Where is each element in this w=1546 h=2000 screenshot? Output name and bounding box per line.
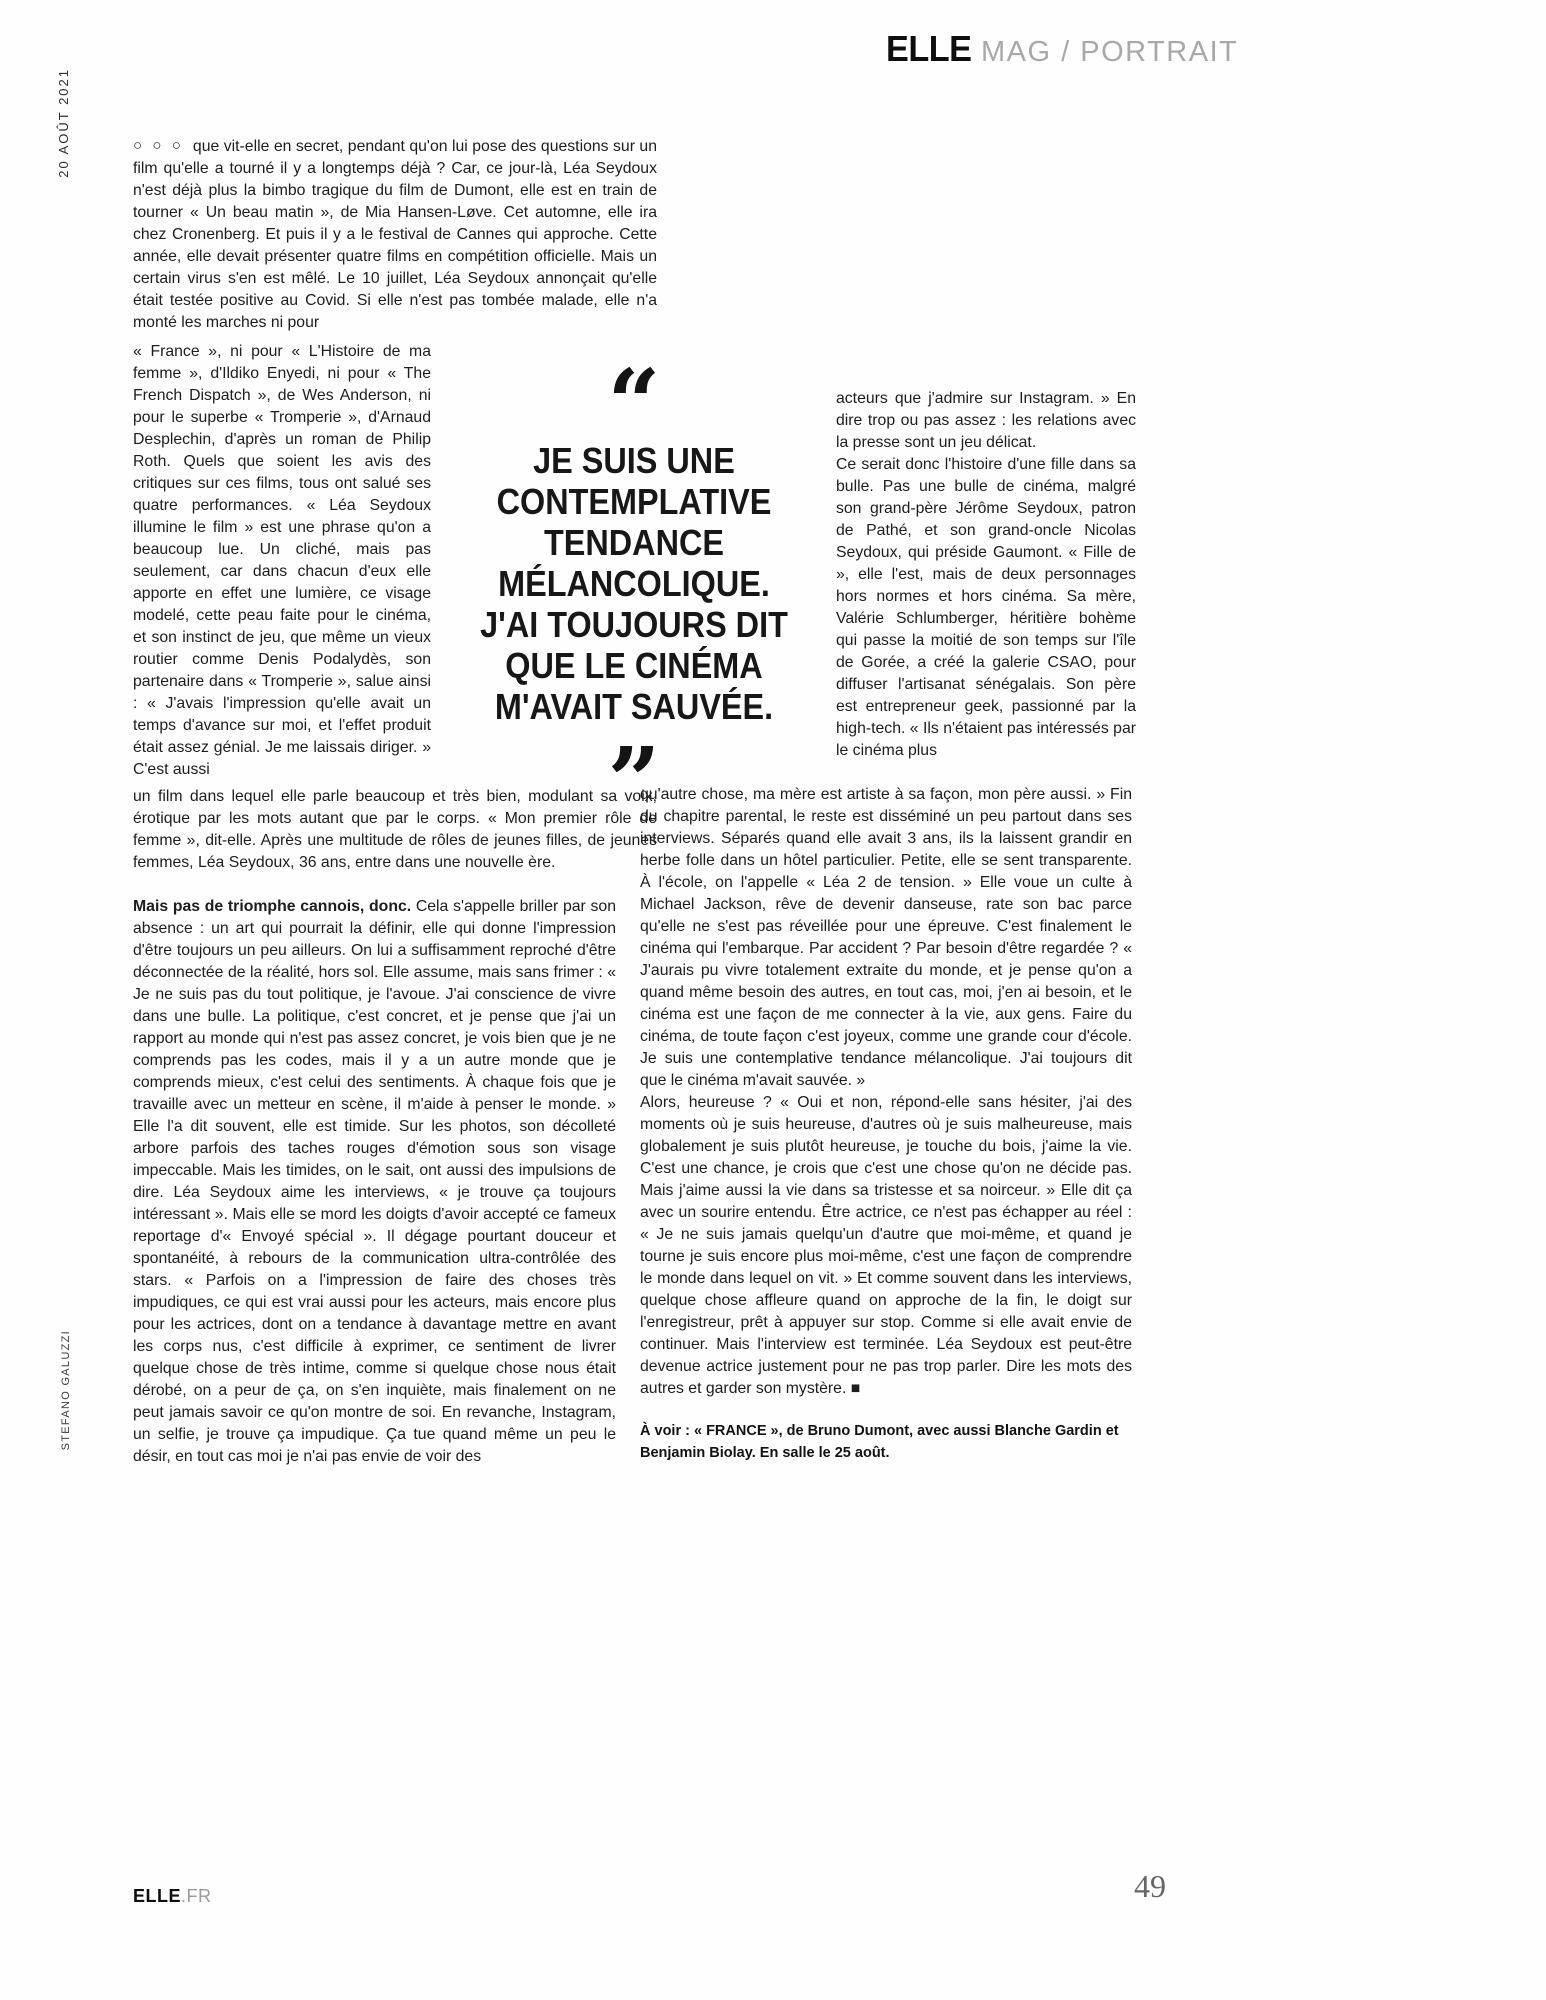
- elle-logo: ELLE: [886, 28, 972, 69]
- second-section-text: Cela s'appelle briller par son absence : un art qui pourrait la définir, elle qui donne l'impression d'être toujours un peu ailleurs. On lui a suffisamment reproché d'être déconnectée de la réalité, hors sol. Elle assume, mais sans frimer : « Je ne suis pas du tout politique, je l'avoue. J'ai conscience de vivre dans une bulle. La politique, c'est concret, et je pense que j'ai un rapport au monde qui n'est pas assez concret, je vois bien que je ne comprends pas les codes, mais il y a un autre monde que je comprends mieux, c'est celui des sentiments. À chaque fois que je travaille avec un metteur en scène, il m'aide à penser le monde. » Elle l'a dit souvent, elle est timide. Sur les photos, son décolleté arbore parfois des taches rouges d'émotion sous son visage impeccable. Mais les timides, on le sait, ont aussi des impulsions de dire. Léa Seydoux aime les interviews, « je trouve ça toujours intéressant ». Mais elle se mord les doigts d'avoir accepté ce fameux reportage d'« Envoyé spécial ». Il dégage pourtant douceur et spontanéité, à rebours de la communication ultra-contrôlée des stars. « Parfois on a l'impression de faire des choses très impudiques, ce qui est vrai aussi pour les acteurs, mais encore plus pour les actrices, dont on a tendance à davantage mettre en avant les corps nus, c'est difficile à exprimer, ce sentiment de livrer quelque chose de très intime, comme si quelque chose nous était dérobé, on a peur de ça, on s'en inquiète, mais finalement on ne peut jamais savoir ce qu'on montre de soi. En revanche, Instagram, un selfie, je trouve ça impudique. Ça tue quand même un peu le désir, en tout cas moi je n'ai pas envie de voir des: [133, 898, 616, 1465]
- pull-quote-line: M'AVAIT SAUVÉE.: [494, 686, 774, 727]
- right-wide-column: [640, 784, 1132, 1464]
- close-quote-icon: ”: [607, 731, 661, 795]
- left-column-paragraph: « France », ni pour « L'Histoire de ma femme », d'Ildiko Enyedi, ni pour « The French Dispatch », de Wes Anderson, ni pour le superbe « Tromperie », d'Arnaud Desplechin, d'après un roman de Philip Roth. Quels que soient les avis des critiques sur ces films, tous ont salué ses quatre performances. « Léa Seydoux illumine le film » est une phrase qu'on a beaucoup lue. Un cliché, mais pas seulement, car dans chacun d'eux elle apporte en effet une lumière, ce visage modelé, cette peau faite pour le cinéma, et son instinct de jeu, que même un vieux routier comme Denis Podalydès, son partenaire dans « Tromperie », salue ainsi : « J'avais l'impression qu'elle avait un temps d'avance sur moi, et l'effet produit était assez génial. Je me laissais diriger. » C'est aussi: [133, 343, 431, 778]
- pull-quote-line: MÉLANCOLIQUE.: [498, 563, 770, 604]
- right-wide-paragraph: qu'autre chose, ma mère est artiste à sa façon, mon père aussi. » Fin du chapitre parental, le reste est disséminé un peu partout dans ses interviews. Séparés quand elle avait 3 ans, ils la laissent grandir en herbe folle dans un hôtel particulier. Petite, elle se sent transparente. À l'école, on l'appelle « Léa 2 de tension. » Elle voue un culte à Michael Jackson, rêve de devenir danseuse, rate son bac parce qu'elle ne s'est pas réveillée pour une épreuve. C'est finalement le cinéma qui l'embarque. Par accident ? Par besoin d'être regardée ? « J'aurais pu vivre totalement extraite du monde, et je pense qu'on a quand même besoin des autres, en tout cas, moi, j'en ai besoin, et le cinéma est une façon de me connecter à la vie, aux gens. Faire du cinéma, de toute façon c'est joyeux, comme une grande cour d'école. Je suis une contemplative tendance mélancolique. J'ai toujours dit que le cinéma m'avait sauvée. »: [640, 786, 1132, 1089]
- page-header: [886, 28, 1238, 70]
- pull-quote: [448, 349, 820, 795]
- photo-credit: STEFANO GALUZZI: [60, 1330, 72, 1451]
- intro-text: que vit-elle en secret, pendant qu'on lui pose des questions sur un film qu'elle a tourné il y a longtemps déjà ? Car, ce jour-là, Léa Seydoux n'est déjà plus la bimbo tragique du film de Dumont, elle est en train de tourner « Un beau matin », de Mia Hansen-Løve. Cet automne, elle ira chez Cronenberg. Et puis il y a le festival de Cannes qui approche. Cette année, elle devait présenter quatre films en compétition officielle. Mais un certain virus s'en est mêlé. Le 10 juillet, Léa Seydoux annonçait qu'elle était testée positive au Covid. Si elle n'est pas tombée malade, elle n'a monté les marches ni pour: [133, 138, 657, 331]
- see-also-note: À voir : « FRANCE », de Bruno Dumont, avec aussi Blanche Gardin et Benjamin Biolay. En salle le 25 août.: [640, 1423, 1119, 1461]
- section-label: MAG / PORTRAIT: [981, 36, 1239, 68]
- continuation-marker: ○ ○ ○: [133, 137, 184, 154]
- right-column-paragraph: acteurs que j'admire sur Instagram. » En dire trop ou pas assez : les relations avec la presse sont un jeu délicat.: [836, 390, 1136, 451]
- left-wide-paragraph: un film dans lequel elle parle beaucoup et très bien, modulant sa voix, érotique par les mots autant que par le corps. « Mon premier rôle de femme », dit-elle. Après une multitude de rôles de jeunes filles, de jeunes femmes, Léa Seydoux, 36 ans, entre dans une nouvelle ère.: [133, 788, 657, 871]
- second-section-paragraph: [133, 896, 616, 1468]
- pull-quote-line: J'AI TOUJOURS DIT: [480, 604, 788, 645]
- intro-paragraph: [133, 136, 657, 334]
- left-text-flow: [133, 136, 657, 1468]
- pull-quote-line: TENDANCE: [543, 522, 724, 563]
- right-column: [836, 388, 1136, 762]
- pull-quote-line: JE SUIS UNE: [533, 440, 735, 481]
- footer-brand-suffix: .FR: [181, 1886, 212, 1906]
- page-number: 49: [1134, 1868, 1166, 1904]
- pull-quote-line: CONTEMPLATIVE: [496, 481, 772, 522]
- open-quote-icon: “: [607, 349, 661, 457]
- issue-date: 20 AOÛT 2021: [56, 68, 71, 178]
- footer-site: [133, 1886, 212, 1907]
- right-column-paragraph: Ce serait donc l'histoire d'une fille dans sa bulle. Pas une bulle de cinéma, malgré son grand-père Jérôme Seydoux, patron de Pathé, et son grand-oncle Nicolas Seydoux, qui préside Gaumont. « Fille de », elle l'est, mais de deux personnages hors normes et hors cinéma. Sa mère, Valérie Schlumberger, héritière bohème qui passe la moitié de son temps sur l'île de Gorée, a créé la galerie CSAO, pour diffuser l'artisanat sénégalais. Son père est entrepreneur geek, passionné par la high-tech. « Ils n'étaient pas intéressés par le cinéma plus: [836, 456, 1136, 759]
- footer-brand: ELLE: [133, 1886, 182, 1906]
- pull-quote-line: QUE LE CINÉMA: [505, 645, 763, 686]
- right-wide-paragraph: Alors, heureuse ? « Oui et non, répond-elle sans hésiter, j'ai des moments où je suis heureuse, d'autres où je suis malheureuse, mais globalement je suis plutôt heureuse, je touche du bois, j'aime la vie. C'est une chance, je crois que c'est une chose qu'on ne décide pas. Mais j'aime aussi la vie dans sa tristesse et sa noirceur. » Elle dit ça avec un sourire entendu. Être actrice, ce n'est pas échapper au réel : « Je ne suis jamais quelqu'un d'autre que moi-même, et quand je tourne je suis encore plus moi-même, c'est une façon de comprendre le monde dans lequel on vit. » Et comme souvent dans les interviews, quelque chose affleure quand on approche de la fin, le doigt sur l'enregistreur, prêt à appuyer sur stop. Comme si elle avait envie de continuer. Mais l'interview est terminée. Léa Seydoux est peut-être devenue actrice justement pour ne pas trop parler. Dire les mots des autres et garder son mystère. ■: [640, 1094, 1132, 1397]
- bold-lead-in: Mais pas de triomphe cannois, donc.: [133, 898, 412, 915]
- pull-quote-text: [448, 440, 820, 727]
